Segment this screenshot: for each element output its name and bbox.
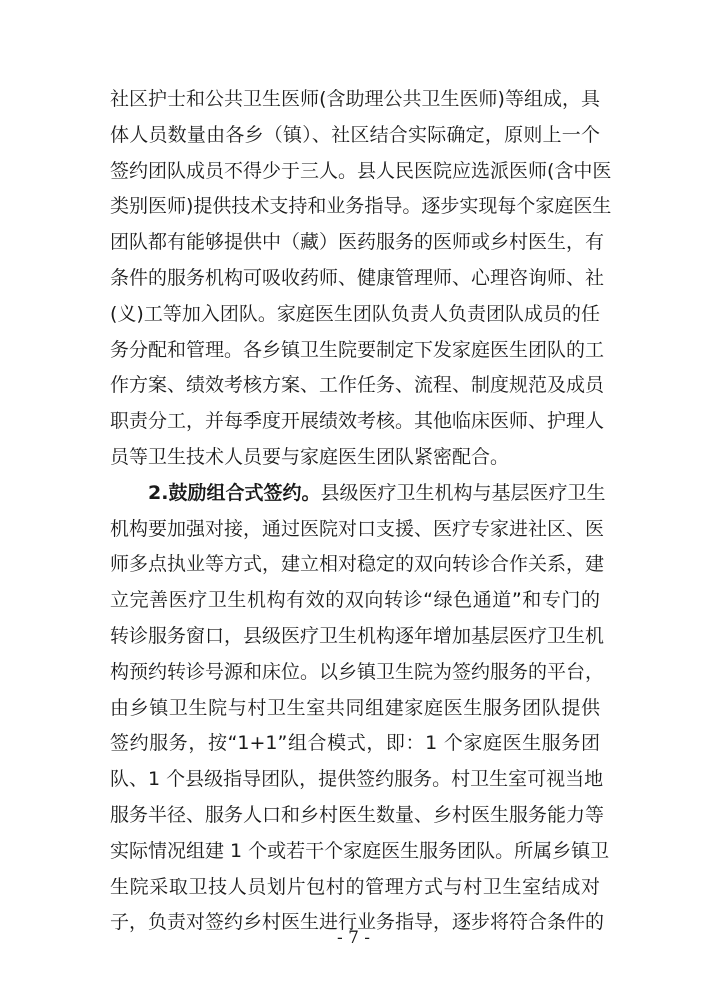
text-line: 体人员数量由各乡（镇）、社区结合实际确定，原则上一个 [110,123,600,146]
text-line: 师多点执业等方式，建立相对稳定的双向转诊合作关系，建 [110,553,605,576]
text-line: 职责分工，并每季度开展绩效考核。其他临床医师、护理人 [110,410,605,433]
text-line: (义)工等加入团队。家庭医生团队负责人负责团队成员的任 [110,302,600,325]
text-line: 签约团队成员不得少于三人。县人民医院应选派医师(含中医 [110,159,612,182]
text-line: 队、1 个县级指导团队，提供签约服务。村卫生室可视当地 [110,768,604,791]
text-line: 机构要加强对接，通过医院对口支援、医疗专家进社区、医 [110,517,605,540]
text-line: 立完善医疗卫生机构有效的双向转诊“绿色通道”和专门的 [110,589,600,612]
text-line: 生院采取卫技人员划片包村的管理方式与村卫生室结成对 [110,875,600,898]
text-line: 社区护士和公共卫生医师(含助理公共卫生医师)等组成，具 [110,88,600,110]
section-heading: 2.鼓励组合式签约。 [148,481,321,504]
page-number: - 7 - [336,928,371,948]
text-line: 构预约转诊号源和床位。以乡镇卫生院为签约服务的平台， [110,660,605,683]
document-body [110,82,612,941]
text-line: 作方案、绩效考核方案、工作任务、流程、制度规范及成员 [110,374,605,397]
text-line: 类别医师)提供技术支持和业务指导。逐步实现每个家庭医生 [110,195,612,218]
text-line: 签约服务，按“1+1”组合模式，即：1 个家庭医生服务团 [110,732,600,755]
text-line: 服务半径、服务人口和乡村医生数量、乡村医生服务能力等 [110,803,605,826]
text-span: 县级医疗卫生机构与基层医疗卫生 [320,481,606,504]
text-line: 条件的服务机构可吸收药师、健康管理师、心理咨询师、社 [110,266,605,289]
text-line: 务分配和管理。各乡镇卫生院要制定下发家庭医生团队的工 [110,338,605,361]
text-line: 转诊服务窗口，县级医疗卫生机构逐年增加基层医疗卫生机 [110,624,605,647]
text-line: 团队都有能够提供中（藏）医药服务的医师或乡村医生，有 [110,231,605,254]
text-line: 实际情况组建 1 个或若干个家庭医生服务团队。所属乡镇卫 [110,839,610,862]
text-line: 由乡镇卫生院与村卫生室共同组建家庭医生服务团队提供 [110,696,600,719]
text-line: 子，负责对签约乡村医生进行业务指导，逐步将符合条件的 [110,911,605,934]
paragraph-first-line [110,476,606,512]
text-line: 员等卫生技术人员要与家庭医生团队紧密配合。 [110,445,510,468]
